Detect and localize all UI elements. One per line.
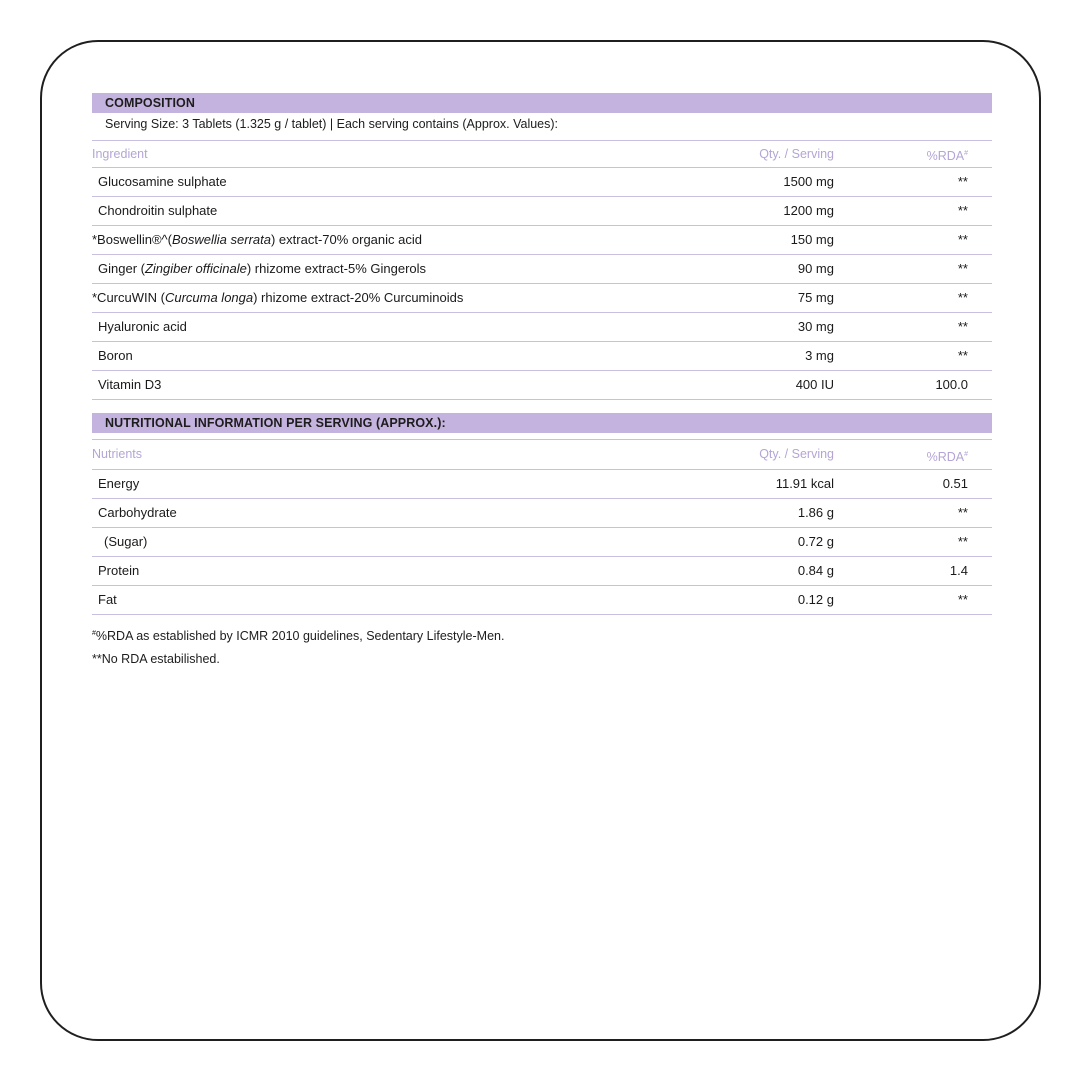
ingredient-rda: 100.0 [935,377,968,392]
ingredient-name: Vitamin D3 [98,377,162,392]
nutrient-qty: 0.84 g [797,563,834,578]
composition-header: COMPOSITION [92,93,992,113]
footnotes [92,625,992,671]
ingredient-row [92,371,992,400]
nutrient-name: (Sugar) [104,534,148,549]
ingredient-name: Glucosamine sulphate [98,174,227,189]
nutrient-name: Energy [98,476,140,491]
ingredient-name: Chondroitin sulphate [98,203,218,218]
nutrient-qty: 0.72 g [797,534,834,549]
column-header-rda: %RDA# [926,149,968,164]
nutrient-qty: 1.86 g [797,505,834,520]
nutrient-rda: 0.51 [942,476,968,491]
ingredient-name: *CurcuWIN (Curcuma longa) rhizome extract-20% Curcuminoids [92,290,464,305]
nutrient-row [92,528,992,557]
column-header-ingredient: Ingredient [92,147,148,161]
ingredient-row [92,197,992,226]
label-content [92,93,992,671]
nutrient-name: Protein [98,563,140,578]
column-header-nutrients: Nutrients [92,447,143,461]
ingredient-row [92,255,992,284]
ingredient-qty: 150 mg [790,232,834,247]
nutrient-row [92,557,992,586]
ingredient-row [92,284,992,313]
ingredient-rda: ** [957,232,968,247]
ingredient-name: Hyaluronic acid [98,319,187,334]
column-header-qty: Qty. / Serving [759,147,834,161]
serving-size-text: Serving Size: 3 Tablets (1.325 g / tablet) | Each serving contains (Approx. Values): [92,113,992,141]
ingredient-rda: ** [957,174,968,189]
nutrient-qty: 0.12 g [797,592,834,607]
label-card [40,40,1041,1041]
nutrient-row [92,586,992,615]
nutrition-header-gap [92,433,992,440]
ingredient-rda: ** [957,319,968,334]
ingredient-rda: ** [957,348,968,363]
ingredient-qty: 400 IU [795,377,834,392]
column-header-rda: %RDA# [926,450,968,465]
footnote-no-rda: **No RDA estabilished. [92,652,220,666]
ingredient-qty: 1500 mg [783,174,834,189]
ingredient-qty: 1200 mg [783,203,834,218]
nutrient-qty: 11.91 kcal [775,476,834,491]
ingredient-row [92,342,992,371]
ingredient-rda: ** [957,290,968,305]
nutrient-name: Carbohydrate [98,505,177,520]
section-gap [92,400,992,413]
ingredient-qty: 90 mg [797,261,834,276]
nutrient-rda: 1.4 [949,563,968,578]
ingredient-row [92,226,992,255]
ingredient-name: Boron [98,348,133,363]
nutrient-rda: ** [957,592,968,607]
footnote-rda: #%RDA as established by ICMR 2010 guidelines, Sedentary Lifestyle-Men. [92,629,505,643]
ingredient-rda: ** [957,203,968,218]
ingredient-row [92,313,992,342]
column-header-qty: Qty. / Serving [759,447,834,461]
nutrition-column-headers [92,440,992,470]
nutrient-row [92,470,992,499]
nutrition-header: NUTRITIONAL INFORMATION PER SERVING (APPROX.): [92,413,992,433]
ingredient-row [92,168,992,197]
ingredient-rda: ** [957,261,968,276]
ingredient-qty: 3 mg [805,348,834,363]
nutrient-name: Fat [98,592,117,607]
ingredient-name: *Boswellin®^(Boswellia serrata) extract-70% organic acid [92,232,422,247]
composition-column-headers [92,141,992,168]
ingredient-qty: 30 mg [797,319,834,334]
ingredient-qty: 75 mg [797,290,834,305]
nutrient-row [92,499,992,528]
nutrient-rda: ** [957,534,968,549]
nutrient-rda: ** [957,505,968,520]
ingredient-name: Ginger (Zingiber officinale) rhizome extract-5% Gingerols [98,261,427,276]
